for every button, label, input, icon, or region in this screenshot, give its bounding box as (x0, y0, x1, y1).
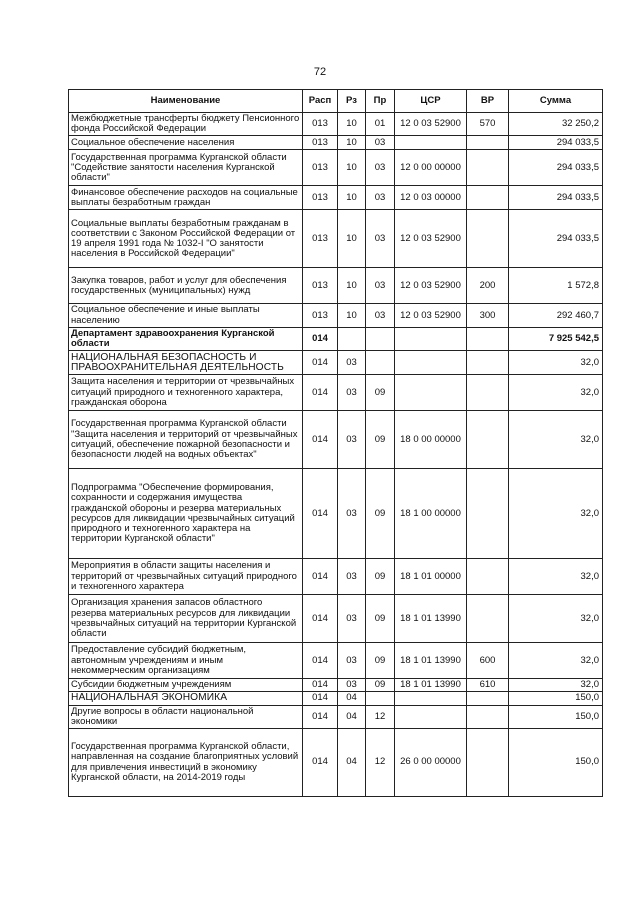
cell-vr: 200 (467, 268, 509, 304)
cell-rz: 03 (338, 679, 366, 692)
cell-rz: 10 (338, 186, 366, 210)
cell-name: Предоставление субсидий бюджетным, автономным учреждениям и иным некоммерческим организациям (69, 643, 303, 679)
cell-csr: 18 1 01 13990 (395, 595, 467, 643)
cell-rz: 04 (338, 705, 366, 728)
table-row (69, 186, 603, 210)
cell-name: Государственная программа Курганской области, направленная на создание благоприятных условий для привлечения инвестиций в экономику Курганской области, на 2014-2019 годы (69, 729, 303, 797)
cell-sum: 32,0 (509, 595, 603, 643)
cell-rasp: 014 (303, 351, 338, 375)
cell-name: НАЦИОНАЛЬНАЯ БЕЗОПАСНОСТЬ И ПРАВООХРАНИТЕЛЬНАЯ ДЕЯТЕЛЬНОСТЬ (69, 351, 303, 375)
cell-rz: 03 (338, 469, 366, 559)
cell-rasp: 013 (303, 150, 338, 186)
cell-pr: 09 (366, 375, 395, 411)
cell-vr (467, 150, 509, 186)
cell-rasp: 014 (303, 559, 338, 595)
cell-csr: 18 1 01 13990 (395, 679, 467, 692)
cell-rz: 04 (338, 729, 366, 797)
cell-csr: 12 0 00 00000 (395, 150, 467, 186)
table-row (69, 692, 603, 705)
budget-table (68, 89, 603, 797)
cell-rz: 03 (338, 375, 366, 411)
cell-pr: 03 (366, 150, 395, 186)
cell-rasp: 014 (303, 327, 338, 350)
table-row (69, 729, 603, 797)
cell-pr: 03 (366, 210, 395, 268)
cell-csr: 12 0 03 52900 (395, 304, 467, 327)
cell-name: Департамент здравоохранения Курганской области (69, 327, 303, 350)
cell-sum: 1 572,8 (509, 268, 603, 304)
cell-pr: 01 (366, 113, 395, 136)
cell-name: Финансовое обеспечение расходов на социальные выплаты безработным граждан (69, 186, 303, 210)
cell-csr (395, 705, 467, 728)
cell-csr (395, 136, 467, 150)
cell-vr (467, 186, 509, 210)
cell-name: Социальное обеспечение и иные выплаты населению (69, 304, 303, 327)
cell-pr: 03 (366, 304, 395, 327)
cell-pr (366, 351, 395, 375)
cell-rz: 03 (338, 643, 366, 679)
table-row (69, 595, 603, 643)
table-row (69, 304, 603, 327)
cell-rasp: 013 (303, 304, 338, 327)
cell-sum: 32,0 (509, 469, 603, 559)
cell-rz: 03 (338, 559, 366, 595)
cell-name: Мероприятия в области защиты населения и территорий от чрезвычайных ситуаций природного и техногенного характера (69, 559, 303, 595)
cell-name: Защита населения и территории от чрезвычайных ситуаций природного и техногенного характера, гражданская оборона (69, 375, 303, 411)
cell-name: Межбюджетные трансферты бюджету Пенсионного фонда Российской Федерации (69, 113, 303, 136)
cell-rasp: 014 (303, 729, 338, 797)
cell-vr: 610 (467, 679, 509, 692)
cell-csr: 18 1 01 13990 (395, 643, 467, 679)
cell-rasp: 014 (303, 469, 338, 559)
table-row (69, 327, 603, 350)
cell-sum: 32,0 (509, 559, 603, 595)
cell-rasp: 014 (303, 375, 338, 411)
header-sum: Сумма (509, 90, 603, 113)
cell-csr: 12 0 03 52900 (395, 210, 467, 268)
cell-name: Социальные выплаты безработным гражданам в соответствии с Законом Российской Федерации от 19 апреля 1991 года № 1032-I "О занятости населения в Российской Федерации" (69, 210, 303, 268)
cell-name: Государственная программа Курганской области "Защита населения и территорий от чрезвычайных ситуаций, обеспечение пожарной безопасности и безопасности людей на водных объектах" (69, 411, 303, 469)
cell-rz: 10 (338, 113, 366, 136)
table-row (69, 705, 603, 728)
cell-csr (395, 692, 467, 705)
cell-vr (467, 411, 509, 469)
cell-sum: 292 460,7 (509, 304, 603, 327)
cell-name: Организация хранения запасов областного резерва материальных ресурсов для ликвидации чрезвычайных ситуаций на территории Курганской области (69, 595, 303, 643)
cell-pr: 03 (366, 136, 395, 150)
cell-vr: 300 (467, 304, 509, 327)
cell-rasp: 014 (303, 692, 338, 705)
cell-sum: 150,0 (509, 692, 603, 705)
cell-rasp: 013 (303, 268, 338, 304)
cell-pr: 09 (366, 469, 395, 559)
cell-rz: 10 (338, 268, 366, 304)
cell-vr (467, 559, 509, 595)
table-row (69, 136, 603, 150)
cell-csr: 12 0 03 52900 (395, 268, 467, 304)
header-name: Наименование (69, 90, 303, 113)
header-rasp: Расп (303, 90, 338, 113)
cell-vr (467, 327, 509, 350)
cell-vr: 570 (467, 113, 509, 136)
cell-csr (395, 351, 467, 375)
table-row (69, 559, 603, 595)
cell-sum: 32 250,2 (509, 113, 603, 136)
cell-rz: 10 (338, 304, 366, 327)
cell-pr (366, 327, 395, 350)
cell-vr (467, 692, 509, 705)
table-body (69, 113, 603, 797)
cell-name: Закупка товаров, работ и услуг для обеспечения государственных (муниципальных) нужд (69, 268, 303, 304)
cell-csr (395, 375, 467, 411)
cell-vr (467, 210, 509, 268)
cell-rasp: 014 (303, 643, 338, 679)
cell-csr: 26 0 00 00000 (395, 729, 467, 797)
cell-pr: 09 (366, 411, 395, 469)
cell-csr: 12 0 03 00000 (395, 186, 467, 210)
cell-pr: 09 (366, 679, 395, 692)
cell-rasp: 014 (303, 595, 338, 643)
cell-sum: 294 033,5 (509, 210, 603, 268)
cell-pr: 03 (366, 186, 395, 210)
header-rz: Рз (338, 90, 366, 113)
cell-vr (467, 375, 509, 411)
cell-name: Государственная программа Курганской области "Содействие занятости населения Курганской области" (69, 150, 303, 186)
cell-rz: 03 (338, 411, 366, 469)
cell-rasp: 014 (303, 679, 338, 692)
cell-rz: 10 (338, 136, 366, 150)
cell-name: Социальное обеспечение населения (69, 136, 303, 150)
cell-sum: 150,0 (509, 729, 603, 797)
table-row (69, 643, 603, 679)
cell-vr (467, 351, 509, 375)
cell-rasp: 013 (303, 136, 338, 150)
header-csr: ЦСР (395, 90, 467, 113)
cell-pr: 12 (366, 705, 395, 728)
cell-pr: 12 (366, 729, 395, 797)
cell-rz: 04 (338, 692, 366, 705)
header-pr: Пр (366, 90, 395, 113)
cell-sum: 294 033,5 (509, 150, 603, 186)
cell-sum: 294 033,5 (509, 136, 603, 150)
cell-rasp: 014 (303, 705, 338, 728)
page-number: 72 (313, 66, 327, 78)
cell-csr (395, 327, 467, 350)
cell-rasp: 013 (303, 113, 338, 136)
cell-vr (467, 729, 509, 797)
cell-pr (366, 692, 395, 705)
table-row (69, 411, 603, 469)
cell-vr (467, 136, 509, 150)
cell-rasp: 013 (303, 210, 338, 268)
table-row (69, 268, 603, 304)
cell-csr: 12 0 03 52900 (395, 113, 467, 136)
table-row (69, 351, 603, 375)
cell-rz: 03 (338, 595, 366, 643)
cell-csr: 18 1 00 00000 (395, 469, 467, 559)
cell-rasp: 013 (303, 186, 338, 210)
table-row (69, 469, 603, 559)
cell-rasp: 014 (303, 411, 338, 469)
cell-vr (467, 469, 509, 559)
cell-sum: 294 033,5 (509, 186, 603, 210)
cell-name: Субсидии бюджетным учреждениям (69, 679, 303, 692)
header-vr: ВР (467, 90, 509, 113)
cell-sum: 150,0 (509, 705, 603, 728)
cell-vr (467, 595, 509, 643)
cell-pr: 03 (366, 268, 395, 304)
cell-name: НАЦИОНАЛЬНАЯ ЭКОНОМИКА (69, 692, 303, 705)
table-row (69, 679, 603, 692)
table-header-row (69, 90, 603, 113)
cell-csr: 18 0 00 00000 (395, 411, 467, 469)
cell-sum: 32,0 (509, 351, 603, 375)
cell-name: Подпрограмма "Обеспечение формирования, сохранности и содержания имущества гражданской обороны и резерва материальных ресурсов для ликвидации чрезвычайных ситуаций природного и техногенного характера на территории Курганской области" (69, 469, 303, 559)
cell-pr: 09 (366, 643, 395, 679)
table-row (69, 113, 603, 136)
cell-sum: 32,0 (509, 643, 603, 679)
cell-sum: 32,0 (509, 411, 603, 469)
cell-sum: 32,0 (509, 375, 603, 411)
cell-csr: 18 1 01 00000 (395, 559, 467, 595)
cell-vr (467, 705, 509, 728)
cell-rz: 03 (338, 351, 366, 375)
cell-pr: 09 (366, 559, 395, 595)
cell-sum: 32,0 (509, 679, 603, 692)
table-row (69, 210, 603, 268)
table-row (69, 150, 603, 186)
cell-pr: 09 (366, 595, 395, 643)
table-row (69, 375, 603, 411)
cell-rz: 10 (338, 150, 366, 186)
cell-vr: 600 (467, 643, 509, 679)
cell-name: Другие вопросы в области национальной экономики (69, 705, 303, 728)
cell-rz (338, 327, 366, 350)
cell-sum: 7 925 542,5 (509, 327, 603, 350)
cell-rz: 10 (338, 210, 366, 268)
